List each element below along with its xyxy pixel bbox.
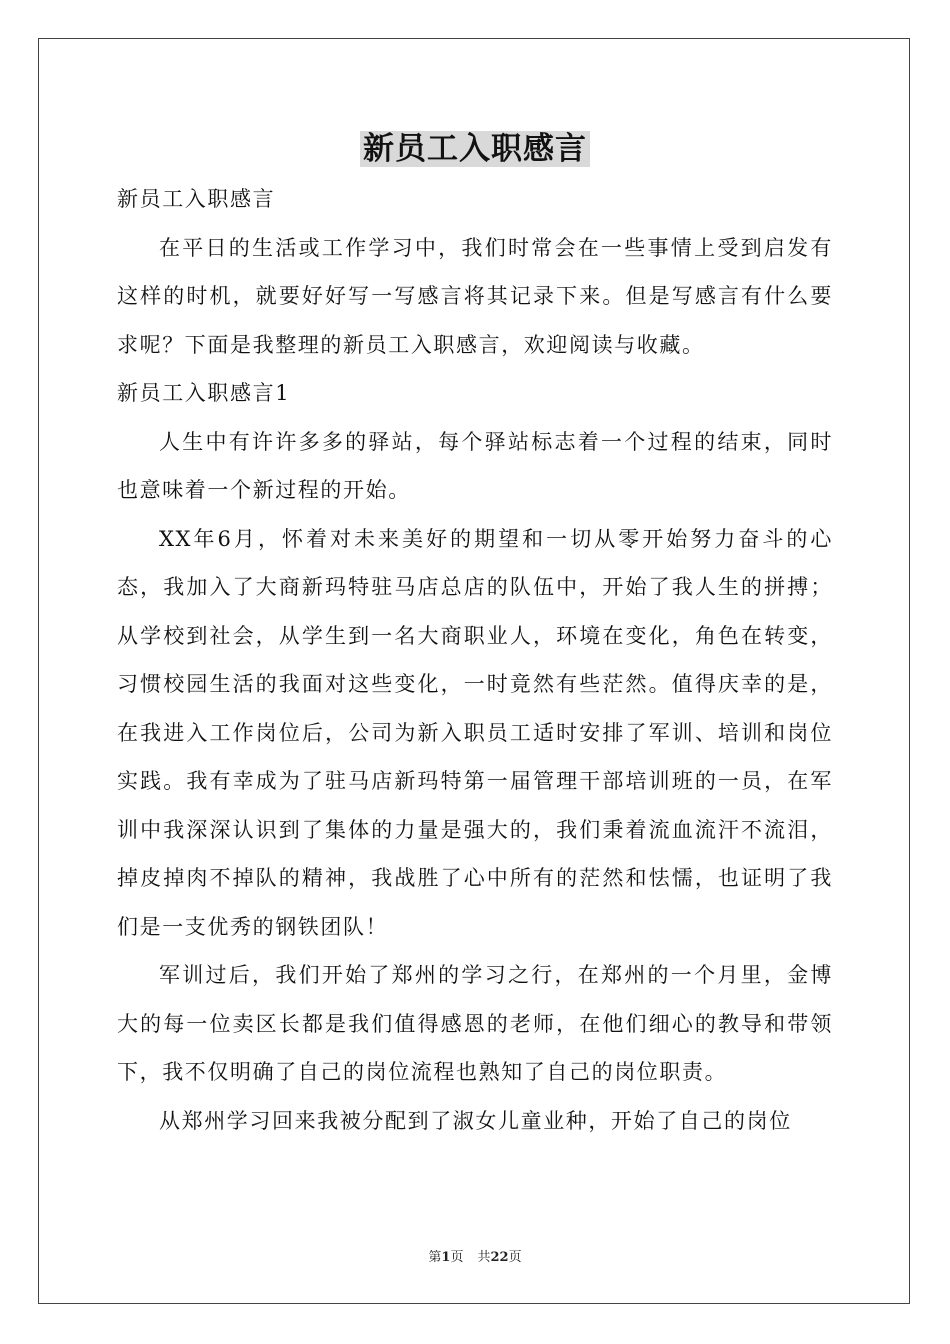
document-subtitle: 新员工入职感言 — [117, 187, 276, 211]
total-prefix: 共 — [477, 1250, 491, 1265]
total-pages: 22 — [490, 1250, 509, 1265]
total-suffix: 页 — [508, 1250, 522, 1265]
section-heading: 新员工入职感言1 — [117, 381, 291, 405]
section-paragraph-4: 从郑州学习回来我被分配到了淑女儿童业种，开始了自己的岗位 — [159, 1108, 792, 1133]
page-current: 1 — [441, 1250, 451, 1265]
section-paragraph-3: 军训过后，我们开始了郑州的学习之行，在郑州的一个月里，金博大的每一位卖区长都是我们值得感恩的老师，在他们细心的教导和带领下，我不仅明确了自己的岗位流程也熟知了自己的岗位职责。 — [117, 963, 833, 1084]
intro-paragraph: 在平日的生活或工作学习中，我们时常会在一些事情上受到启发有这样的时机，就要好好写一写感言将其记录下来。但是写感言有什么要求呢？下面是我整理的新员工入职感言，欢迎阅读与收藏。 — [117, 235, 833, 357]
section-paragraph-2: XX年6月，怀着对未来美好的期望和一切从零开始努力奋斗的心态，我加入了大商新玛特驻马店总店的队伍中，开始了我人生的拼搏；从学校到社会，从学生到一名大商职业人，环境在变化，角色在转变，习惯校园生活的我面对这些变化，一时竟然有些茫然。值得庆幸的是，在我进入工作岗位后，公司为新入职员工适时安排了军训、培训和岗位实践。我有幸成为了驻马店新玛特第一届管理干部培训班的一员，在军训中我深深认识到了集体的力量是强大的，我们秉着流血流汗不流泪，掉皮掉肉不掉队的精神，我战胜了心中所有的茫然和怯懦，也证明了我们是一支优秀的钢铁团队！ — [117, 526, 833, 939]
page-footer — [0, 1246, 950, 1265]
section-paragraph-1: 人生中有许许多多的驿站，每个驿站标志着一个过程的结束，同时也意味着一个新过程的开始。 — [117, 429, 833, 502]
page-prefix: 第 — [428, 1250, 442, 1265]
page-suffix: 页 — [450, 1250, 464, 1265]
document-body — [117, 175, 833, 1145]
document-title — [0, 126, 950, 172]
document-title-text: 新员工入职感言 — [360, 131, 590, 167]
